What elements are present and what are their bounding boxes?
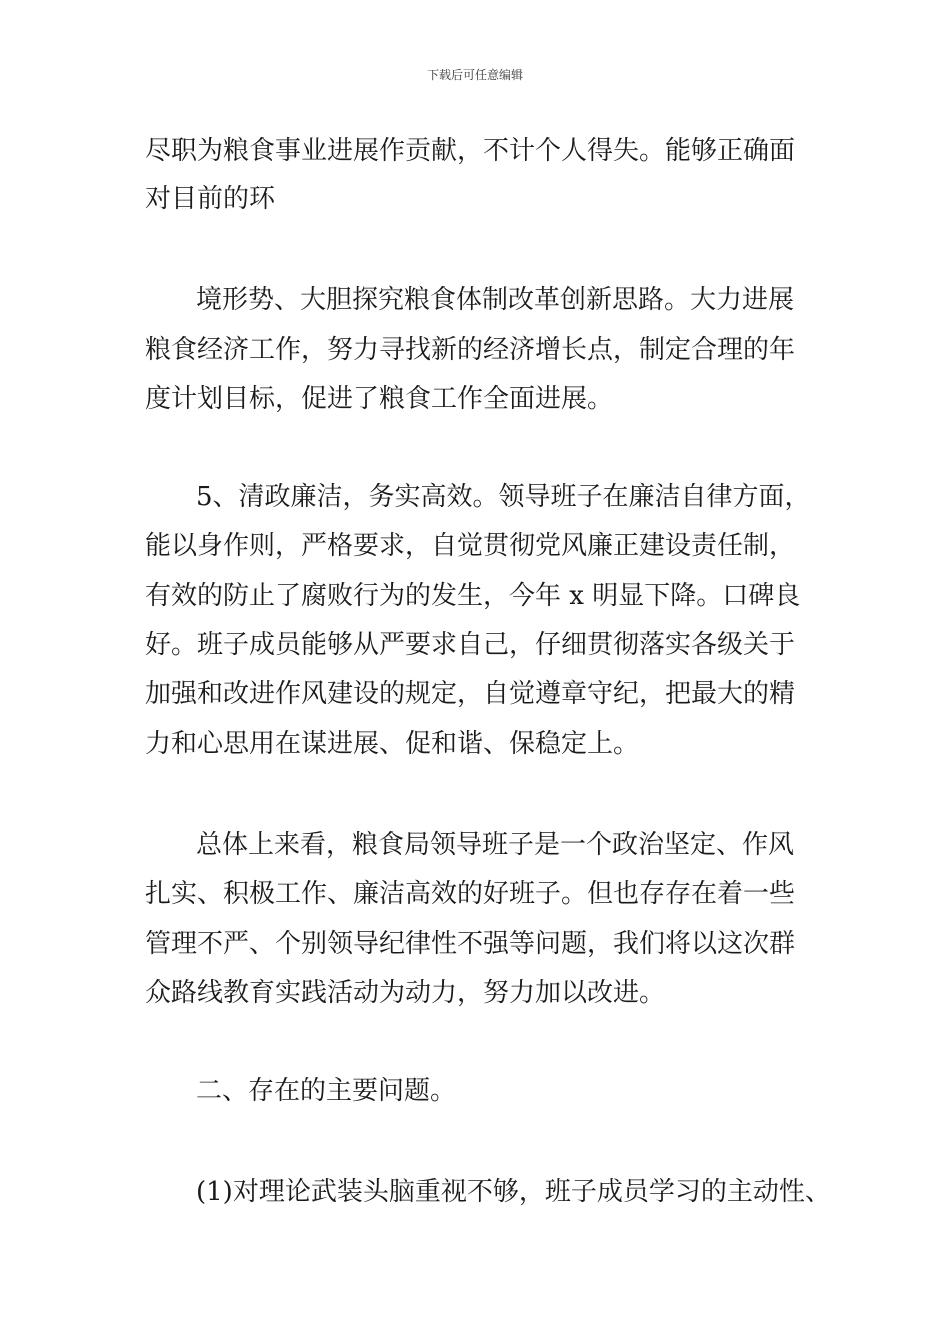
text-line: 有效的防止了腐败行为的发生，今年 x 明显下降。口碑良 [145, 581, 801, 611]
text-line: 境形势、大胆探究粮食体制改革创新思路。大力进展 [196, 285, 795, 315]
text-line: 力和心思用在谋进展、促和谐、保稳定上。 [145, 729, 640, 759]
text-line: 度计划目标，促进了粮食工作全面进展。 [145, 384, 614, 414]
text-line: 管理不严、个别领导纪律性不强等问题，我们将以这次群 [145, 929, 796, 959]
text-line: (1)对理论武装头脑重视不够，班子成员学习的主动性、 [196, 1177, 831, 1207]
text-line: 能以身作则，严格要求，自觉贯彻党风廉正建设责任制， [145, 531, 796, 561]
text-line: 好。班子成员能够从严要求自己，仔细贯彻落实各级关于 [145, 630, 796, 660]
text-line: 扎实、积极工作、廉洁高效的好班子。但也存存在着一些 [145, 879, 796, 909]
section-heading: 二、存在的主要问题。 [196, 1076, 457, 1106]
text-line: 粮食经济工作，努力寻找新的经济增长点，制定合理的年 [145, 335, 796, 365]
text-line: 对目前的环 [145, 184, 276, 214]
text-line: 5、清政廉洁，务实高效。领导班子在廉洁自律方面， [196, 482, 811, 512]
page-header: 下载后可任意编辑 [426, 68, 523, 82]
text-line: 加强和改进作风建设的规定，自觉遵章守纪，把最大的精 [145, 679, 796, 709]
text-line: 众路线教育实践活动为动力，努力加以改进。 [145, 978, 666, 1008]
text-line: 总体上来看，粮食局领导班子是一个政治坚定、作风 [196, 830, 795, 860]
text-line: 尽职为粮食事业进展作贡献，不计个人得失。能够正确面 [145, 136, 796, 166]
